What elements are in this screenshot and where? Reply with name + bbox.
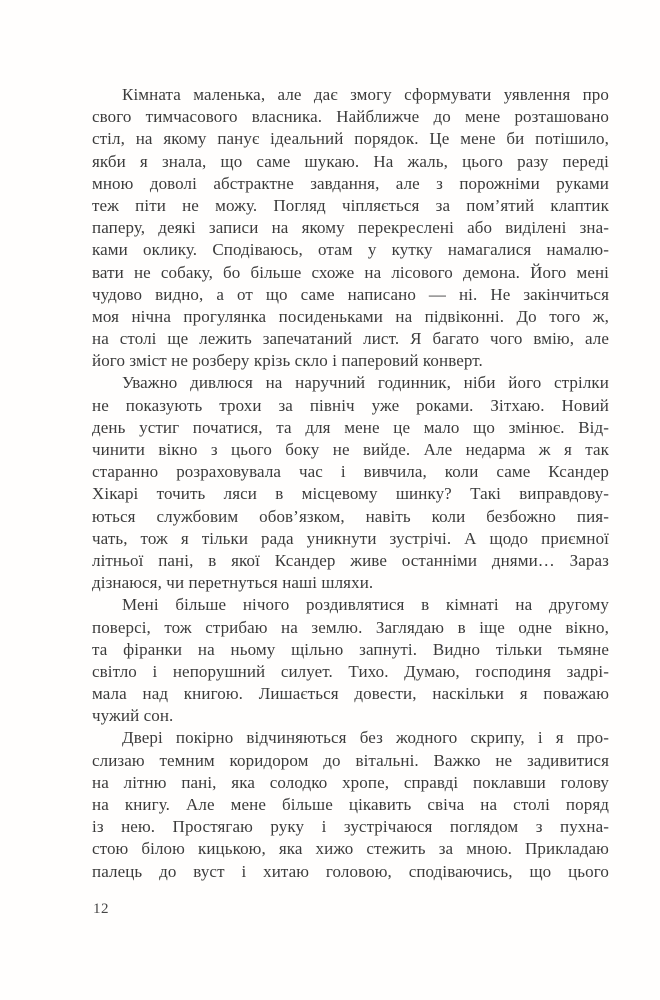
text-line: на книгу. Але мене більше цікавить свіча на столі поряд	[92, 795, 609, 814]
text-line: теж піти не можу. Погляд чіпляється за пом’ятий клаптик	[92, 195, 609, 215]
text-line: Хікарі точить ляси в місцевому шинку? Такі виправдову-	[92, 484, 609, 504]
paragraph	[92, 84, 609, 372]
text-line: Двері покірно відчиняються без жодного скрипу, і я про-	[122, 728, 609, 748]
text-line: мною доволі абстрактне завдання, але з порожніми руками	[92, 173, 609, 193]
text-line: Мені більше нічого роздивлятися в кімнаті на другому	[122, 595, 609, 615]
paragraph	[92, 372, 609, 594]
text-line: паперу, деякі записи на якому перекреслені або виділені зна-	[92, 218, 609, 238]
text-line: свого тимчасового власника. Найближче до мене розташовано	[92, 107, 609, 127]
page-number: 12	[93, 901, 109, 917]
text-line: його зміст не розберу крізь скло і паперовий конверт.	[92, 351, 483, 371]
text-line: якби я знала, що саме шукаю. На жаль, цього разу переді	[92, 151, 609, 171]
text-line: не показують трохи за північ уже роками. Зітхаю. Новий	[92, 395, 609, 415]
text-line: дізнаюся, чи перетнуться наші шляхи.	[92, 573, 374, 593]
text-line: старанно розраховувала час і вивчила, коли саме Ксандер	[92, 462, 609, 482]
body-text	[92, 84, 609, 883]
text-line: стою білою кицькою, яка хижо стежить за мною. Прикладаю	[92, 839, 609, 859]
text-line: вати не собаку, бо більше схоже на лісового демона. Його мені	[92, 262, 609, 282]
text-line: слизаю темним коридором до вітальні. Важко не задивитися	[92, 750, 609, 770]
text-line: ються службовим обов’язком, навіть коли безбожно пия-	[92, 506, 609, 526]
text-line: моя нічна прогулянка посиденьками на підвіконні. До того ж,	[92, 306, 609, 326]
text-line: чинити вікно з цього боку не вийде. Але недарма ж я так	[92, 440, 609, 459]
text-line: чать, тож я тільки рада уникнути зустрічі. А щодо приємної	[92, 528, 609, 548]
text-line: та фіранки на ньому щільно запнуті. Видно тільки тьмяне	[92, 639, 609, 659]
text-line: чудово видно, а от що саме написано — ні. Не закінчиться	[92, 284, 609, 304]
text-line: Уважно дивлюся на наручний годинник, ніби його стрілки	[122, 373, 609, 393]
text-line: поверсі, тож стрибаю на землю. Заглядаю в іще одне вікно,	[92, 617, 609, 637]
paragraph	[92, 727, 609, 882]
paragraph	[92, 594, 609, 727]
text-line: палець до вуст і хитаю головою, сподіваючись, що цього	[92, 861, 609, 881]
text-line: чужий сон.	[92, 706, 174, 726]
text-line: ками оклику. Сподіваюсь, отам у кутку намагалися намалю-	[92, 240, 609, 260]
text-line: із нею. Простягаю руку і зустрічаюся поглядом з пухна-	[92, 817, 609, 837]
text-line: Кімната маленька, але дає змогу сформувати уявлення про	[122, 85, 609, 104]
text-line: літньої пані, в якої Ксандер живе останніми днями… Зараз	[92, 550, 609, 570]
text-line: день устиг початися, та для мене це мало що змінює. Від-	[92, 417, 609, 437]
text-line: світло і непорушний силует. Тихо. Думаю, господиня задрі-	[92, 661, 609, 681]
text-line: на літню пані, яка солодко хропе, справді поклавши голову	[92, 772, 609, 792]
text-line: стіл, на якому панує ідеальний порядок. Це мене би потішило,	[92, 129, 609, 149]
text-line: на столі ще лежить запечатаний лист. Я багато чого вмію, але	[92, 329, 609, 349]
text-line: мала над книгою. Лишається довести, наскільки я поважаю	[92, 684, 609, 704]
